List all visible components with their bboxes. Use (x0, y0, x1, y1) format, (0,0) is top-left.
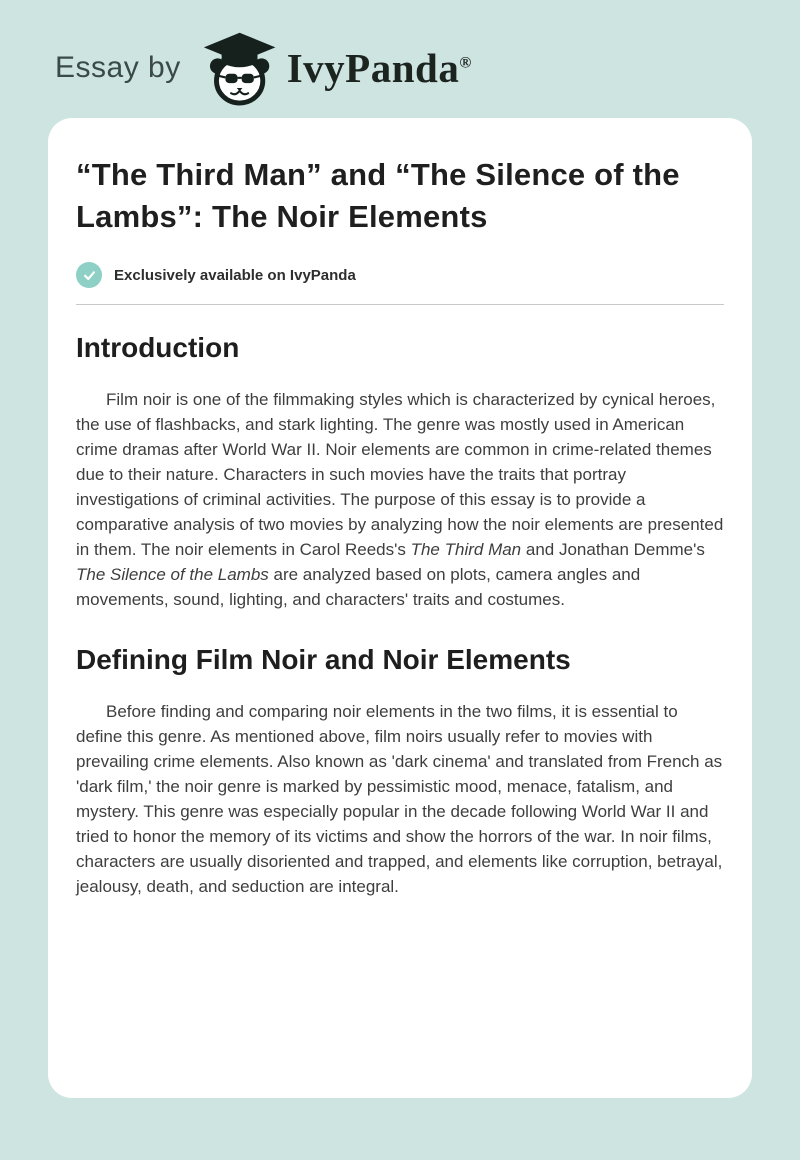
defining-paragraph: Before finding and comparing noir elements in the two films, it is essential to define this genre. As mentioned above, film noirs usually refer to movies with prevailing crime elements. Also known as 'dark cinema' and translated from French as 'dark film,' the noir genre is marked by pessimistic mood, menace, fatalism, and mystery. This genre was especially popular in the decade following World War II and tried to honor the memory of its victims and show the horrors of the war. In noir films, characters are usually disoriented and trapped, and elements like corruption, betrayal, jealousy, death, and seduction are integral. (76, 702, 723, 896)
brand-text: IvyPanda (286, 45, 460, 91)
brand-name (287, 44, 472, 92)
movie-title-the-third-man: The Third Man (410, 540, 522, 559)
panda-graduate-icon (199, 31, 277, 106)
movie-title-silence-of-the-lambs: The Silence of the Lambs (76, 565, 269, 584)
ivypanda-logo (199, 31, 472, 106)
section-defining-film-noir (76, 644, 724, 899)
introduction-heading: Introduction (76, 332, 240, 363)
divider (76, 304, 724, 305)
essay-card (48, 118, 752, 1098)
intro-text-2: and Jonathan Demme's (521, 540, 705, 559)
section-introduction (76, 332, 724, 612)
defining-heading: Defining Film Noir and Noir Elements (76, 644, 571, 675)
site-header (0, 0, 800, 118)
availability-row (76, 262, 724, 288)
introduction-paragraph (76, 387, 724, 612)
intro-text-1: Film noir is one of the filmmaking styles which is characterized by cynical heroes, the use of flashbacks, and stark lighting. The genre was mostly used in American crime dramas after World War II. Noir elements are common in crime-related themes due to their nature. Characters in such movies have the traits that portray investigations of criminal activities. The purpose of this essay is to provide a comparative analysis of two movies by analyzing how the noir elements are presented in them. The noir elements in Carol Reeds's (76, 390, 724, 559)
essay-by-label: Essay by (55, 51, 181, 84)
check-icon (76, 262, 102, 288)
registered-mark: ® (459, 54, 472, 72)
essay-title: “The Third Man” and “The Silence of the Lambs”: The Noir Elements (76, 157, 680, 234)
availability-label: Exclusively available on IvyPanda (114, 266, 356, 284)
intro-text-3: are analyzed based on plots, camera angles and movements, sound, lighting, and characters' traits and costumes. (76, 565, 641, 609)
